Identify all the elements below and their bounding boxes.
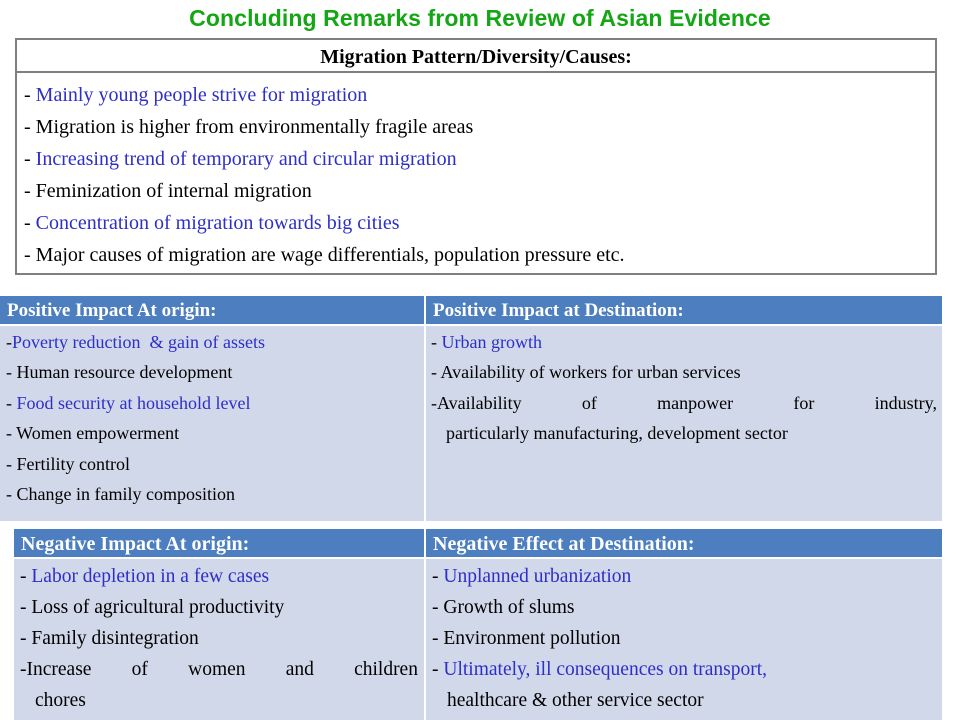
list-item: - Mainly young people strive for migration [24,84,368,106]
list-item: - Loss of agricultural productivity [20,597,285,618]
list-item: - Major causes of migration are wage differentials, population pressure etc. [24,244,625,266]
negative-impact-table [14,529,942,720]
list-item: - Human resource development [6,362,233,383]
negative-origin-cell [14,559,424,720]
list-item: - Migration is higher from environmentally fragile areas [24,116,474,138]
list-item: -Increase of women and children [20,659,418,680]
migration-pattern-heading: Migration Pattern/Diversity/Causes: [17,40,935,73]
list-item: - Family disintegration [20,628,199,649]
list-item: - Ultimately, ill consequences on transport, [432,659,768,680]
positive-impact-table [0,296,942,521]
list-item-continuation: particularly manufacturing, development sector [446,423,788,444]
list-item: - Increasing trend of temporary and circular migration [24,148,457,170]
list-item: - Women empowerment [6,423,180,444]
list-item: - Urban growth [431,332,542,352]
list-item: - Feminization of internal migration [24,180,312,202]
list-item: - Growth of slums [432,597,575,618]
list-item-continuation: healthcare & other service sector [447,690,704,711]
list-item: - Environment pollution [432,628,621,649]
positive-destination-header: Positive Impact at Destination: [426,296,942,324]
negative-origin-header: Negative Impact At origin: [14,529,424,557]
negative-destination-header: Negative Effect at Destination: [426,529,942,557]
list-item: - Unplanned urbanization [432,566,632,587]
list-item: - Food security at household level [6,392,251,413]
migration-pattern-list [17,73,935,271]
slide-title: Concluding Remarks from Review of Asian Evidence [189,5,771,31]
list-item-continuation: chores [35,690,86,711]
list-item: - Concentration of migration towards big cities [24,212,400,234]
list-item: -Availability of manpower for industry, [431,392,937,413]
list-item: -Poverty reduction & gain of assets [6,332,265,352]
list-item: - Change in family composition [6,484,235,505]
negative-destination-cell [426,559,942,720]
positive-destination-cell [426,326,942,521]
list-item: - Fertility control [6,453,130,474]
list-item: - Availability of workers for urban services [431,362,741,383]
list-item: - Labor depletion in a few cases [20,566,270,587]
migration-pattern-box [15,38,937,275]
positive-origin-cell [0,326,424,521]
positive-origin-header: Positive Impact At origin: [0,296,424,324]
